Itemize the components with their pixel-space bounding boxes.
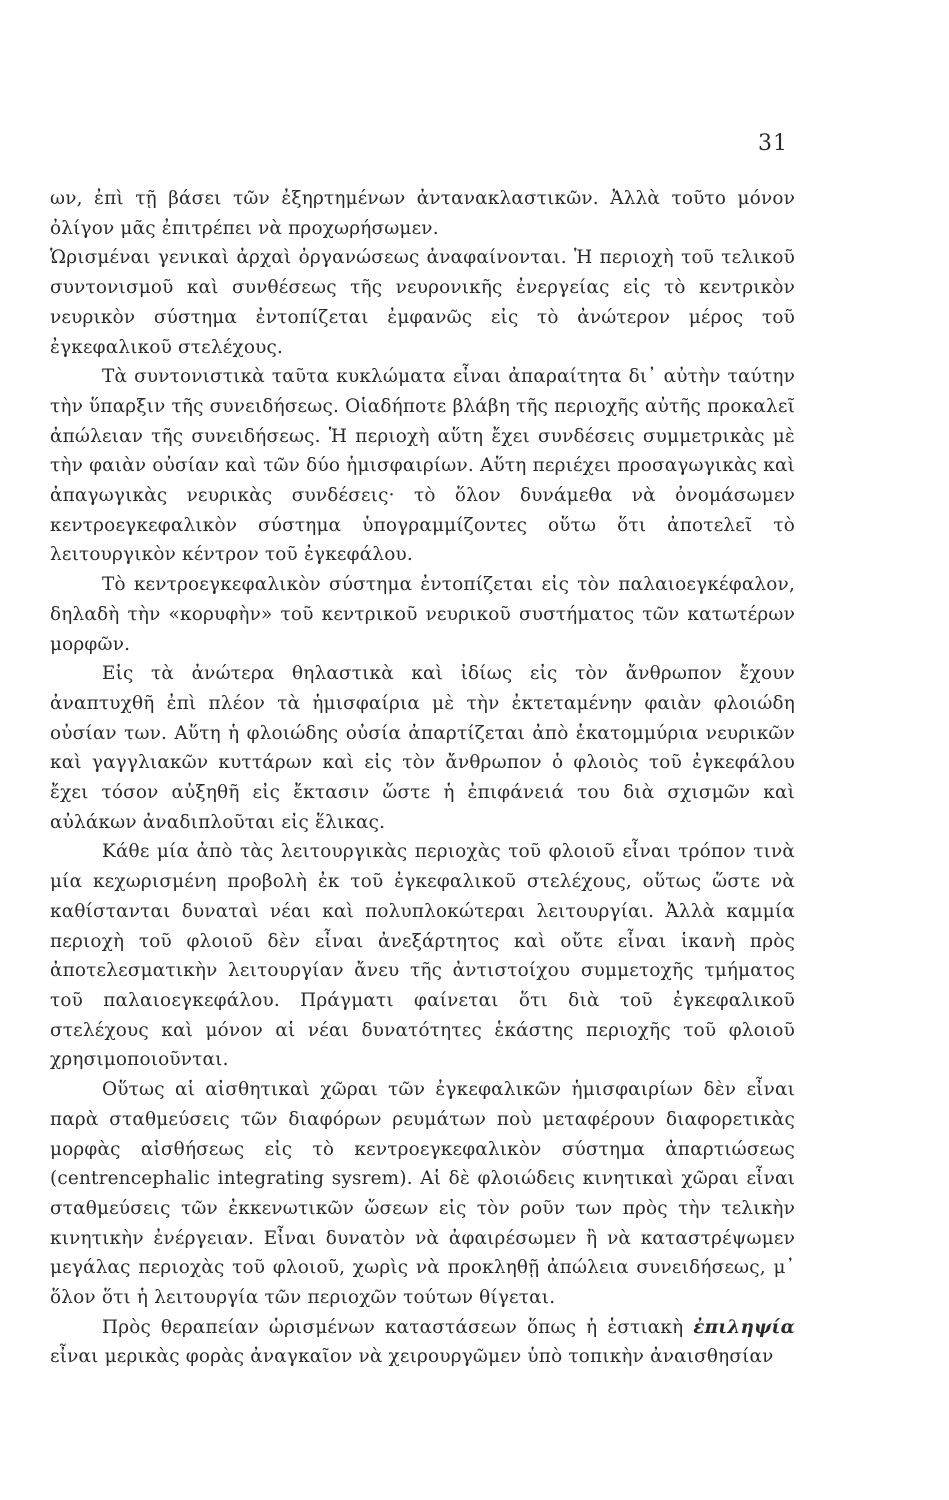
paragraph: Ὡρισμέναι γενικαὶ ἀρχαὶ ὀργανώσεως ἀναφαίνονται. Ἡ περιοχὴ τοῦ τελικοῦ συντονισμοῦ καὶ συνθέσεως τῆς νευρονικῆς ἐνεργείας εἰς τὸ κεντρικὸν νευρικὸν σύστημα ἐντοπίζεται ἐμφανῶς εἰς τὸ ἀνώτερον μέρος τοῦ ἐγκεφαλικοῦ στελέχους.: [50, 247, 795, 358]
paragraph-text-after: εἶναι μερικὰς φορὰς ἀναγκαῖον νὰ χειρουργῶμεν ὑπὸ τοπικὴν ἀναισθησίαν: [50, 1346, 774, 1368]
paragraph: ων, ἐπὶ τῇ βάσει τῶν ἐξηρτημένων ἀντανακλαστικῶν. Ἀλλὰ τοῦτο μόνον ὀλίγον μᾶς ἐπιτρέπει νὰ προχωρήσωμεν.: [50, 188, 795, 239]
paragraph: Τὰ συντονιστικὰ ταῦτα κυκλώματα εἶναι ἀπαραίτητα δι᾽ αὐτὴν ταύτην τὴν ὕπαρξιν τῆς συνειδήσεως. Οἱαδήποτε βλάβη τῆς περιοχῆς αὐτῆς προκαλεῖ ἀπώλειαν τῆς συνειδήσεως. Ἡ περιοχὴ αὕτη ἔχει συνδέσεις συμμετρικὰς μὲ τὴν φαιὰν οὐσίαν καὶ τῶν δύο ἡμισφαιρίων. Αὕτη περιέχει προσαγωγικὰς καὶ ἀπαγωγικὰς νευρικὰς συνδέσεις· τὸ ὅλον δυνάμεθα νὰ ὀνομάσωμεν κεντροεγκεφαλικὸν σύστημα ὑπογραμμίζοντες οὕτω ὅτι ἀποτελεῖ τὸ λειτουργικὸν κέντρον τοῦ ἐγκεφάλου.: [50, 366, 795, 566]
emphasized-term: ἐπιληψία: [693, 1316, 795, 1338]
paragraph-text-before: Πρὸς θεραπείαν ὡρισμένων καταστάσεων ὅπως ἡ ἑστιακὴ: [102, 1316, 694, 1338]
paragraph: Τὸ κεντροεγκεφαλικὸν σύστημα ἐντοπίζεται εἰς τὸν παλαιοεγκέφαλον, δηλαδὴ τὴν «κορυφὴν» τοῦ κεντρικοῦ νευρικοῦ συστήματος τῶν κατωτέρων μορφῶν.: [50, 574, 795, 655]
body-text: [50, 184, 795, 1372]
paragraph-last: [50, 1313, 795, 1372]
paragraph: Οὕτως αἱ αἰσθητικαὶ χῶραι τῶν ἐγκεφαλικῶν ἡμισφαιρίων δὲν εἶναι παρὰ σταθμεύσεις τῶν διαφόρων ρευμάτων ποὺ μεταφέρουν διαφορετικὰς μορφὰς αἰσθήσεως εἰς τὸ κεντροεγκεφαλικὸν σύστημα ἀπαρτιώσεως (centrencephalic integrating sysrem). Αἱ δὲ φλοιώδεις κινητικαὶ χῶραι εἶναι σταθμεύσεις τῶν ἐκκενωτικῶν ὤσεων εἰς τὸν ροῦν των πρὸς τὴν τελικὴν κινητικὴν ἐνέργειαν. Εἶναι δυνατὸν νὰ ἀφαιρέσωμεν ἢ νὰ καταστρέψωμεν μεγάλας περιοχὰς τοῦ φλοιοῦ, χωρὶς νὰ προκληθῇ ἀπώλεια συνειδήσεως, μ᾽ ὅλον ὅτι ἡ λειτουργία τῶν περιοχῶν τούτων θίγεται.: [50, 1079, 795, 1309]
page-number: 31: [758, 131, 788, 156]
paragraph: Εἰς τὰ ἀνώτερα θηλαστικὰ καὶ ἰδίως εἰς τὸν ἄνθρωπον ἔχουν ἀναπτυχθῆ ἐπὶ πλέον τὰ ἡμισφαίρια μὲ τὴν ἐκτεταμένην φαιὰν φλοιώδη οὐσίαν των. Αὕτη ἡ φλοιώδης οὐσία ἀπαρτίζεται ἀπὸ ἑκατομμύρια νευρικῶν καὶ γαγγλιακῶν κυττάρων καὶ εἰς τὸν ἄνθρωπον ὁ φλοιὸς τοῦ ἐγκεφάλου ἔχει τόσον αὐξηθῆ εἰς ἔκτασιν ὥστε ἡ ἐπιφάνειά του διὰ σχισμῶν καὶ αὐλάκων ἀναδιπλοῦται εἰς ἕλικας.: [50, 663, 795, 833]
paragraph: Κάθε μία ἀπὸ τὰς λειτουργικὰς περιοχὰς τοῦ φλοιοῦ εἶναι τρόπον τινὰ μία κεχωρισμένη προβολὴ ἐκ τοῦ ἐγκεφαλικοῦ στελέχους, οὕτως ὥστε νὰ καθίστανται δυναταὶ νέαι καὶ πολυπλοκώτεραι λειτουργίαι. Ἀλλὰ καμμία περιοχὴ τοῦ φλοιοῦ δὲν εἶναι ἀνεξάρτητος καὶ οὔτε εἶναι ἱκανὴ πρὸς ἀποτελεσματικὴν λειτουργίαν ἄνευ τῆς ἀντιστοίχου συμμετοχῆς τμήματος τοῦ παλαιοεγκεφάλου. Πράγματι φαίνεται ὅτι διὰ τοῦ ἐγκεφαλικοῦ στελέχους καὶ μόνον αἱ νέαι δυνατότητες ἑκάστης περιοχῆς τοῦ φλοιοῦ χρησιμοποιοῦνται.: [50, 841, 795, 1071]
